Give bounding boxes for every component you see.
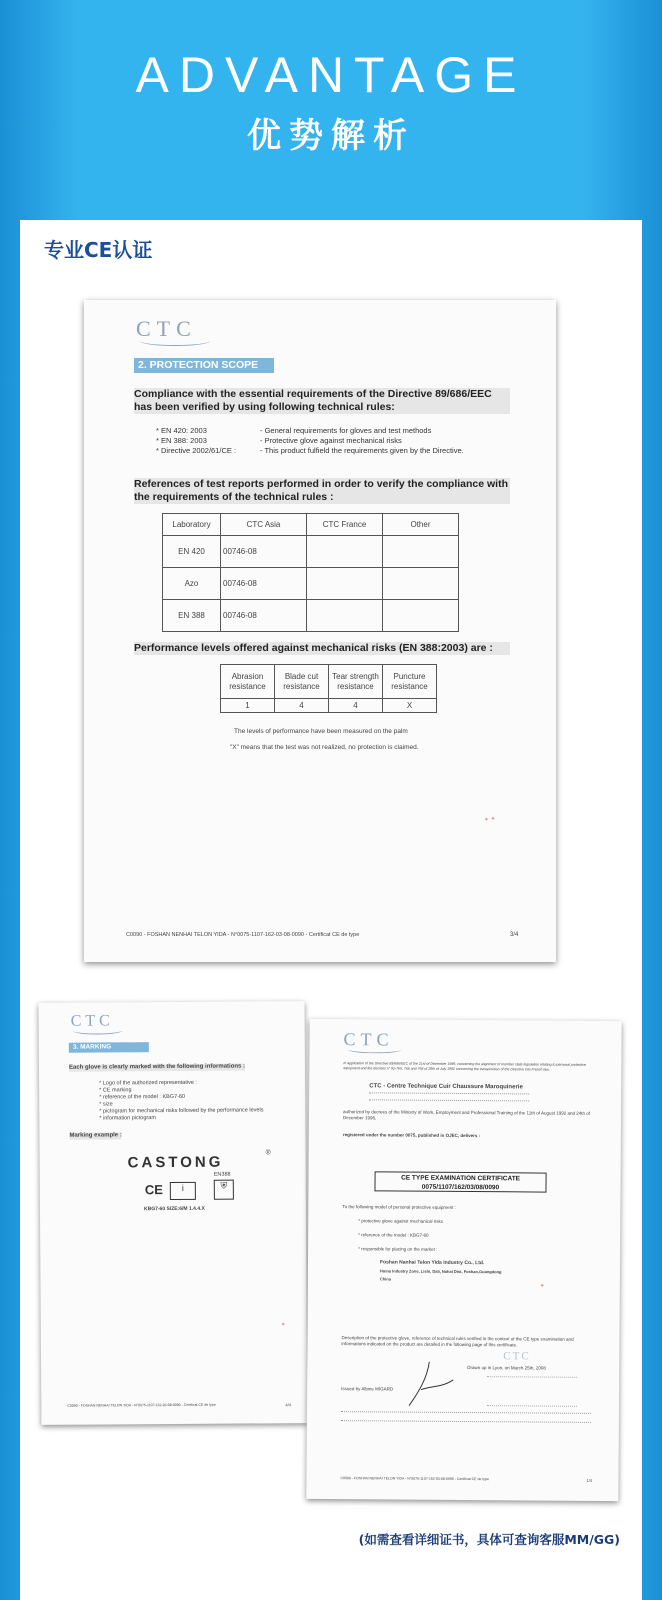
customer-service-note: (如需查看详细证书，具体可查询客服MM/GG) (358, 1532, 620, 1547)
ctc-logo: CTC (70, 1012, 114, 1030)
lab-cell: 00746-08 (221, 600, 307, 632)
lab-row (163, 600, 459, 632)
marking-line: KBG7-60 SIZE:6/M 1.4.4.X (143, 1205, 205, 1213)
page-footer: C0090 - FOSHAN NENHAI TELON YIDA - N°0075-1107-162-03-08-0090 - Certificat CE de type (126, 932, 360, 938)
ctc-logo: CTC (136, 316, 197, 341)
section-label: 专业CE认证 (44, 238, 153, 262)
perf-value-tear: 4 (329, 699, 383, 713)
certificate-number: 0075/1107/162/03/08/0090 (421, 1183, 500, 1192)
lab-cell: EN 388 (163, 600, 221, 632)
certificate-item-1: * protective glove against mechanical risks (358, 1218, 444, 1224)
lab-cell (307, 568, 383, 600)
signature-image (399, 1360, 459, 1410)
marking-item-5: * pictogram for mechanical risks followed by the performance levels (99, 1107, 264, 1115)
certificate-item-3: * responsible for placing on the market : (358, 1246, 438, 1252)
authorization-text: authorized by decrees of the Ministry of Work, Employment and Professional Training of the 11th of August 1992 and 24th of December 1996, (342, 1109, 591, 1121)
title-chinese: 优势解析 (247, 116, 415, 156)
perf-value-blade-cut: 4 (275, 699, 329, 713)
perf-header-blade-cut: Blade cut resistance (275, 665, 329, 699)
company-name: Foshan Nanhai Telon Yida Industry Co., Ltd. (379, 1259, 485, 1267)
rule-code-1: * EN 420: 2003 (156, 426, 207, 435)
title-english: ADVANTAGE (135, 47, 527, 103)
director-stamp-lines (487, 1376, 577, 1407)
performance-table (220, 664, 437, 713)
lab-header-ctc-france: CTC France (307, 514, 383, 536)
ce-type-examination-certificate (306, 1019, 621, 1501)
issued-by: Issued by Albine MIGARD (341, 1386, 394, 1392)
lab-cell (383, 536, 459, 568)
lab-header-other: Other (383, 514, 459, 536)
compliance-heading: Compliance with the essential requirements of the Directive 89/686/EEC has been verified by using following technical rules: (134, 388, 510, 414)
directive-intro: In application of the Directive 89/686/EEC of the 21st of December 1989, concerning the alignment of member state legislation relating to personal protective equipment and the decrees n° 92-765, 766 and 768 of 29th of July 1992 concerning the transposition of the Directive into French law, (343, 1061, 587, 1072)
perf-header-puncture: Puncture resistance (383, 665, 437, 699)
certificate-description: Description of the protective glove, reference of technical rules verified in the context of the CE type examination and informations indicated on the product are detailed in the following page of this certificate. (341, 1335, 574, 1348)
marking-item-2: * CE marking (99, 1087, 132, 1094)
mechanical-risk-shield-icon: ⛨ (214, 1180, 234, 1200)
laboratory-table (162, 513, 459, 632)
ctc-logo-swoosh (140, 336, 210, 346)
lab-cell (307, 600, 383, 632)
lab-header-laboratory: Laboratory (163, 514, 221, 536)
section-title-protection-scope: 2. PROTECTION SCOPE (134, 358, 274, 373)
information-book-icon: i (170, 1182, 196, 1200)
lab-cell: EN 420 (163, 536, 221, 568)
company-address: Huma Industry Zone, Lishi, Dali, Nahai Dist, Foshan,Guangdong (379, 1268, 502, 1275)
page-number: 3/4 (510, 932, 519, 938)
content-panel (20, 220, 642, 1600)
ctc-organization-name: CTC - Centre Technique Cuir Chaussure Maroquinerie (369, 1083, 523, 1091)
perf-header-abrasion: Abrasion resistance (221, 665, 275, 699)
certificate-title-box (374, 1171, 546, 1192)
perf-header-tear: Tear strength resistance (329, 665, 383, 699)
organization-address-lines (369, 1092, 529, 1101)
en388-label: EN388 (213, 1171, 231, 1178)
company-country: China (379, 1276, 392, 1282)
marking-item-4: * size (99, 1101, 113, 1108)
certificate-page-marking (39, 1001, 308, 1425)
drawn-up-line: Drawn up in Lyon, on March 25th, 2008 (467, 1365, 546, 1371)
certificate-item-2: * reference of the model : KBG7-60 (358, 1232, 429, 1238)
marking-example-label: Marking example : (69, 1132, 122, 1139)
section-title-marking: 3. MARKING (69, 1042, 149, 1053)
lab-cell (383, 568, 459, 600)
lab-cell: 00746-08 (221, 568, 307, 600)
rule-code-2: * EN 388: 2003 (156, 436, 207, 445)
marking-item-1: * Logo of the authorized representative : (99, 1079, 197, 1087)
registered-trademark-icon: ® (265, 1149, 271, 1157)
model-line: To the following model of personal protective equipment : (342, 1204, 456, 1210)
registration-text: registered under the number 0075, published in OJEC, delivers : (342, 1132, 481, 1139)
page-number: 4/4 (285, 1402, 291, 1408)
performance-heading: Performance levels offered against mechanical risks (EN 388:2003) are : (134, 642, 510, 655)
page-number: 1/4 (586, 1477, 593, 1483)
ctc-logo: CTC (343, 1029, 394, 1050)
page-header (0, 0, 662, 220)
lab-cell: Azo (163, 568, 221, 600)
rule-desc-2: - Protective glove against mechanical risks (260, 436, 402, 445)
certificate-page-protection-scope (84, 300, 556, 962)
perf-value-abrasion: 1 (221, 699, 275, 713)
lab-row (163, 536, 459, 568)
castong-brand-logo: CASTONG (127, 1153, 224, 1172)
page-footer: C0090 - FOSHAN NENHAI TELON YIDA - N°0075-1107-162-03-08-0090 - Certificat CE de type (340, 1476, 489, 1482)
lab-cell (383, 600, 459, 632)
red-stamp-mark: ✦ (280, 1321, 287, 1329)
marking-item-3: * reference of the model : KBG7-60 (99, 1093, 186, 1101)
marking-heading: Each glove is clearly marked with the following informations : (68, 1063, 246, 1071)
perf-value-puncture: X (383, 699, 437, 713)
lab-cell: 00746-08 (221, 536, 307, 568)
ctc-logo-swoosh (73, 1026, 123, 1034)
lab-row (163, 568, 459, 600)
marking-item-6: * information pictogram (99, 1115, 156, 1122)
ce-mark-icon: CE (144, 1182, 163, 1198)
red-stamp-mark: ✦ (539, 1283, 546, 1290)
legal-note-lines (341, 1411, 591, 1423)
lab-header-ctc-asia: CTC Asia (221, 514, 307, 536)
rule-code-3: * Directive 2002/61/CE : (156, 446, 237, 455)
lab-cell (307, 536, 383, 568)
page-footer: C0090 - FOSHAN NENHAI TELON YIDA - N°0075-1107-162-03-08-0090 - Certificat CE de type (67, 1402, 216, 1408)
performance-note: The levels of performance have been measured on the palm (234, 728, 408, 735)
ctc-seal-stamp: CTC (503, 1350, 531, 1363)
certificate-title: CE TYPE EXAMINATION CERTIFICATE (401, 1174, 521, 1183)
rule-desc-1: - General requirements for gloves and test methods (260, 426, 432, 435)
references-heading: References of test reports performed in order to verify the compliance with the requirements of the technical rules : (134, 478, 509, 503)
red-stamp-mark: ✦ ✦ (483, 816, 497, 824)
rule-desc-3: - This product fulfield the requirements given by the Directive. (260, 446, 464, 455)
x-meaning-note: "X" means that the test was not realized, no protection is claimed. (230, 744, 419, 751)
ctc-logo-swoosh (347, 1045, 401, 1053)
